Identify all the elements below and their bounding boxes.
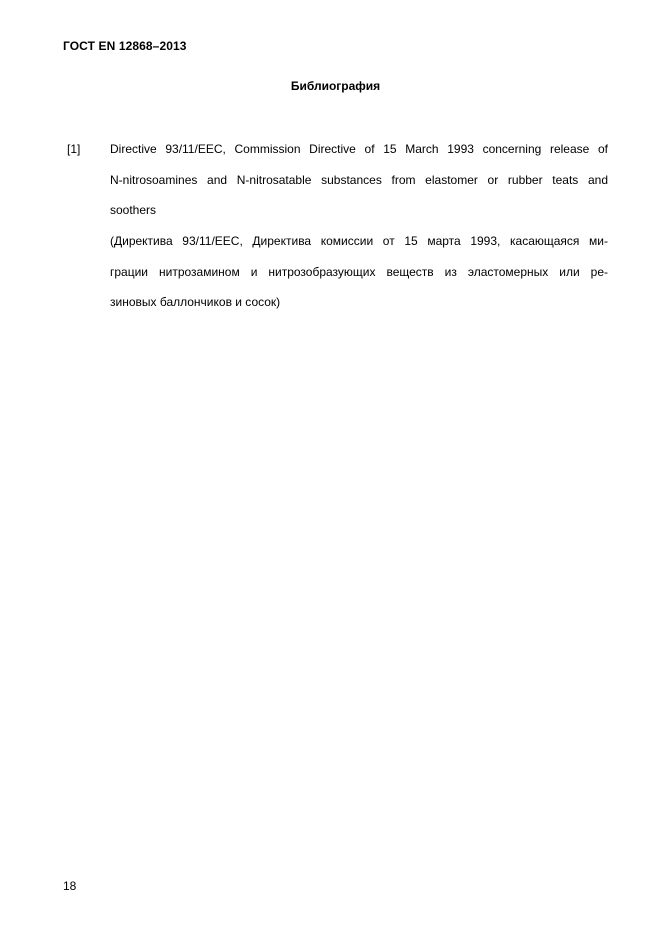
page-number: 18	[63, 879, 77, 893]
reference-translation-line: грации нитрозамином и нитрозобразующих веществ из эластомерных или ре-	[110, 265, 608, 279]
reference-number: [1]	[67, 142, 81, 156]
reference-translation-line: зиновых баллончиков и сосок)	[110, 295, 281, 309]
reference-translation-line: (Директива 93/11/EEC, Директива комиссии от 15 марта 1993, касающаяся ми-	[110, 234, 608, 248]
reference-text-line: Directive 93/11/EEC, Commission Directive of 15 March 1993 concerning release of	[110, 142, 608, 156]
reference-text-line: soothers	[110, 203, 157, 217]
bibliography-title-text: Библиография	[290, 79, 381, 93]
document-header-code: ГОСТ EN 12868–2013	[63, 39, 187, 53]
reference-text-line: N-nitrosoamines and N-nitrosatable substances from elastomer or rubber teats and	[110, 173, 608, 187]
bibliography-title	[0, 79, 661, 93]
